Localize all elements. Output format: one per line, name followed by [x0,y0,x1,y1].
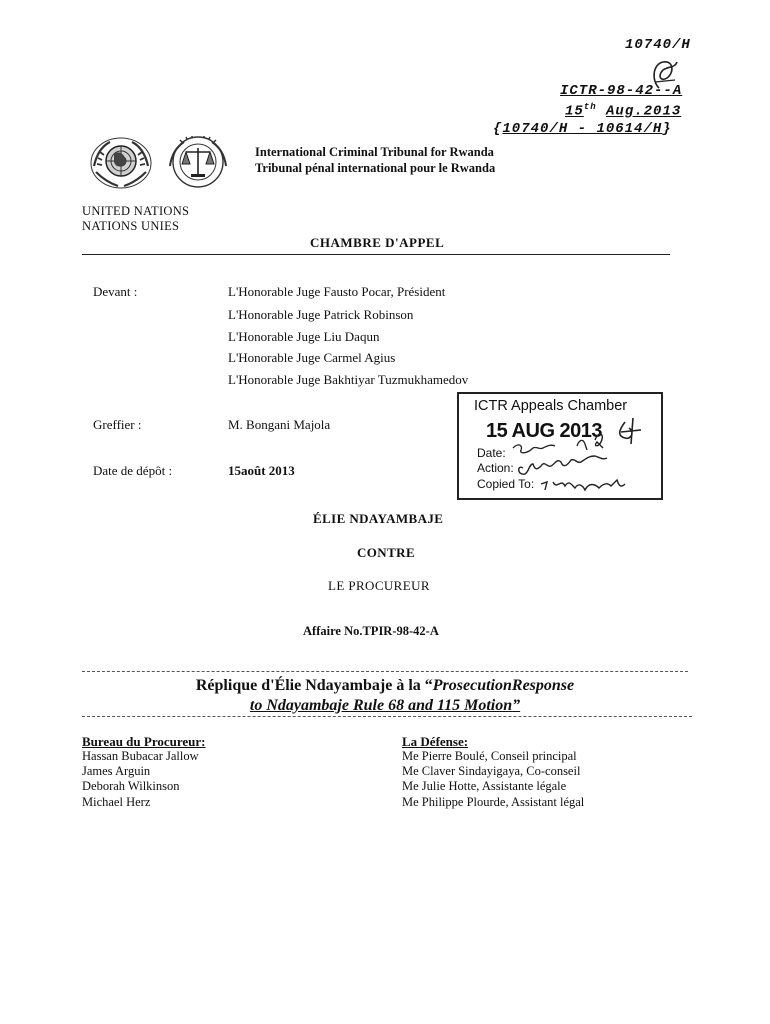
appellant-name: ÉLIE NDAYAMBAJE [313,511,444,526]
title-quoted-text: ProsecutionResponse [432,677,575,694]
defence-member: Me Philippe Plourde, Assistant légal [402,795,585,809]
org-name-en: UNITED NATIONS [82,204,190,218]
title-quoted-text: to Ndayambaje Rule 68 and 115 Motion [249,697,513,714]
title-text: Réplique d'Élie Ndayambaje à la “ [195,677,433,694]
date-suffix: th [583,102,597,112]
registrar-label: Greffier : [93,417,142,432]
prosecution-member: Michael Herz [82,795,151,809]
defence-member: Me Pierre Boulé, Conseil principal [402,749,577,763]
filing-date-label: Date de dépôt : [93,463,173,478]
judge-1: L'Honorable Juge Fausto Pocar, Président [228,284,446,299]
defence-member: Me Julie Hotte, Assistante légale [402,779,567,793]
page-range-open: { [493,121,503,137]
document-number: 10740/H [625,37,691,53]
divider [82,716,692,717]
org-name-fr: NATIONS UNIES [82,219,180,233]
filing-date: 15août 2013 [228,463,295,478]
document-title-line-2 [0,697,770,715]
stamp-action-label: Action: [477,461,514,475]
reference-date [565,102,681,120]
date-rest: Aug.2013 [606,103,682,120]
stamp-title: ICTR Appeals Chamber [474,398,628,414]
respondent-name: LE PROCUREUR [328,578,430,593]
defence-heading: La Défense: [402,734,469,749]
prosecution-member: Hassan Bubacar Jallow [82,749,199,763]
stamp-copied-label: Copied To: [477,477,535,491]
ictr-emblem-icon [160,134,236,190]
case-reference: ICTR-98-42--A [560,83,683,99]
judge-4: L'Honorable Juge Carmel Agius [228,350,396,365]
document-title-line-1 [0,677,770,695]
prosecution-heading: Bureau du Procureur: [82,734,206,749]
page-range-close: } [662,121,672,137]
un-emblem-icon [86,136,156,192]
handwritten-annotations [457,410,661,496]
title-close-quote: ” [512,697,521,714]
page-range-end: 10614/H [596,121,663,137]
defence-member: Me Claver Sindayigaya, Co-conseil [402,764,581,778]
judge-2: L'Honorable Juge Patrick Robinson [228,307,414,322]
judge-5: L'Honorable Juge Bakhtiyar Tuzmukhamedov [228,372,469,387]
date-day: 15 [565,103,584,120]
case-number: Affaire No.TPIR-98-42-A [303,624,439,638]
stamp-date: 15 AUG 2013 [486,420,603,442]
chamber-heading: CHAMBRE D'APPEL [310,235,445,250]
tribunal-name-en: International Criminal Tribunal for Rwanda [255,145,494,159]
page-range [493,121,672,137]
bench-label: Devant : [93,284,138,299]
page-range-sep: - [568,121,597,137]
tribunal-name-fr: Tribunal pénal international pour le Rwanda [255,161,496,175]
stamp-date-label: Date: [477,446,506,460]
divider [82,254,670,255]
registrar-name: M. Bongani Majola [228,417,331,432]
prosecution-member: Deborah Wilkinson [82,779,180,793]
prosecution-member: James Arguin [82,764,151,778]
divider [82,671,688,672]
judge-3: L'Honorable Juge Liu Daqun [228,329,380,344]
page-range-start: 10740/H [502,121,569,137]
versus-label: CONTRE [357,545,416,560]
